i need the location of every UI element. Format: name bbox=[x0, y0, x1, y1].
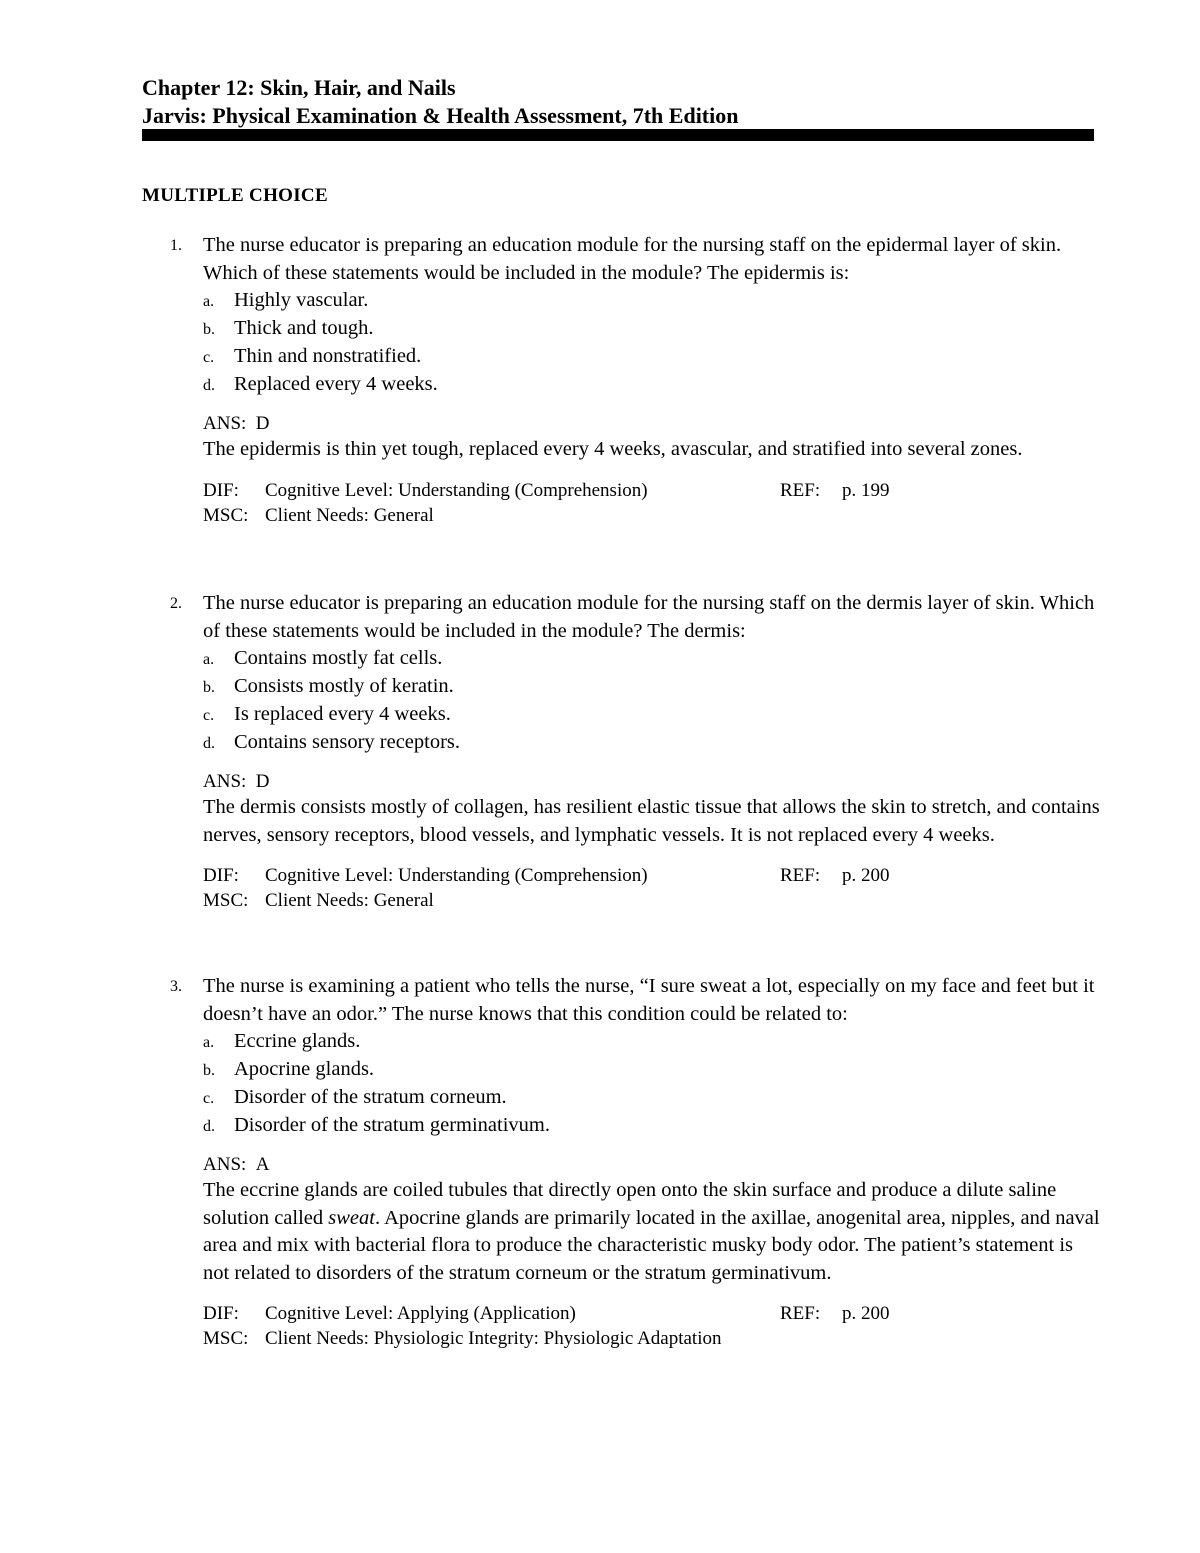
question-1 bbox=[142, 232, 1102, 528]
rationale-text: The epidermis is thin yet tough, replaced every 4 weeks, avascular, and stratified into several zones. bbox=[203, 438, 1023, 460]
question-stem: The nurse is examining a patient who tells the nurse, “I sure sweat a lot, especially on my face and feet but it doesn’t have an odor.” The nurse knows that this condition could be related to: bbox=[203, 975, 1095, 1025]
msc-label: MSC: bbox=[203, 1328, 249, 1349]
header-rule bbox=[142, 129, 1094, 141]
choice-text: Disorder of the stratum corneum. bbox=[234, 1086, 507, 1108]
dif-label: DIF: bbox=[203, 865, 239, 886]
answer-value: D bbox=[255, 771, 270, 792]
chapter-title: Chapter 12: Skin, Hair, and Nails bbox=[142, 75, 456, 100]
choice-text: Is replaced every 4 weeks. bbox=[234, 703, 451, 725]
choice-letter: d. bbox=[203, 377, 215, 394]
rationale-text: The eccrine glands are coiled tubules that directly open onto the skin surface and produce a dilute saline solution called bbox=[203, 1179, 1057, 1229]
msc-value: Client Needs: General bbox=[265, 890, 434, 911]
msc-label: MSC: bbox=[203, 504, 249, 526]
choice-letter: d. bbox=[203, 735, 215, 752]
question-stem-row bbox=[142, 973, 1102, 1028]
ref-label: REF: bbox=[780, 1303, 821, 1324]
question-number: 2. bbox=[170, 595, 182, 612]
rationale-italic: sweat bbox=[328, 1206, 375, 1229]
choice-text: Contains sensory receptors. bbox=[234, 731, 461, 753]
choice-text: Thick and tough. bbox=[234, 317, 374, 339]
metadata-block bbox=[203, 863, 1102, 913]
ref-label: REF: bbox=[780, 479, 821, 501]
msc-label: MSC: bbox=[203, 890, 249, 911]
msc-value: Client Needs: General bbox=[265, 504, 434, 526]
question-3 bbox=[142, 973, 1102, 1351]
choice-a bbox=[203, 1028, 1102, 1056]
answer-value: D bbox=[255, 413, 270, 434]
rationale-text-after: . Apocrine glands are primarily located in the axillae, anogenital area, nipples, and naval area and mix with bacterial flora to produce the characteristic musky body odor. The patient’s statement is not related to disorders of the stratum corneum or the stratum germinativum. bbox=[203, 1206, 1100, 1284]
choice-b bbox=[203, 1056, 1102, 1084]
question-number: 3. bbox=[170, 978, 182, 995]
ref-label: REF: bbox=[780, 865, 821, 886]
choice-text: Eccrine glands. bbox=[234, 1030, 361, 1052]
ref-value: p. 200 bbox=[842, 865, 890, 886]
document-header bbox=[142, 74, 1094, 130]
choice-c bbox=[203, 343, 1102, 371]
choice-text: Thin and nonstratified. bbox=[234, 345, 422, 367]
question-number: 1. bbox=[170, 237, 182, 254]
choice-letter: c. bbox=[203, 707, 215, 724]
choice-d bbox=[203, 371, 1102, 399]
choice-letter: c. bbox=[203, 349, 215, 366]
msc-value: Client Needs: Physiologic Integrity: Physiologic Adaptation bbox=[265, 1328, 722, 1349]
choice-letter: a. bbox=[203, 651, 215, 668]
answer-value: A bbox=[255, 1154, 270, 1175]
answer-line bbox=[203, 769, 1102, 794]
choice-c bbox=[203, 1084, 1102, 1112]
ref-value: p. 200 bbox=[842, 1303, 890, 1324]
question-stem: The nurse educator is preparing an education module for the nursing staff on the dermis layer of skin. Which of these statements would be included in the module? The dermis: bbox=[203, 592, 1095, 642]
choice-letter: b. bbox=[203, 679, 215, 696]
msc-row bbox=[203, 1326, 1102, 1351]
msc-row bbox=[203, 503, 1102, 528]
dif-value: Cognitive Level: Applying (Application) bbox=[265, 1303, 576, 1324]
dif-label: DIF: bbox=[203, 1303, 239, 1324]
rationale bbox=[203, 1177, 1102, 1287]
rationale bbox=[203, 436, 1102, 464]
answer-block bbox=[203, 1152, 1102, 1287]
choice-text: Contains mostly fat cells. bbox=[234, 647, 443, 669]
dif-label: DIF: bbox=[203, 479, 239, 501]
rationale-text: The dermis consists mostly of collagen, has resilient elastic tissue that allows the skin to stretch, and contains nerves, sensory receptors, blood vessels, and lymphatic vessels. It is not replaced every 4 weeks. bbox=[203, 796, 1100, 846]
answer-block bbox=[203, 769, 1102, 849]
question-stem-row bbox=[142, 590, 1102, 645]
choice-b bbox=[203, 315, 1102, 343]
section-heading: MULTIPLE CHOICE bbox=[142, 185, 328, 206]
book-title: Jarvis: Physical Examination & Health Assessment, 7th Edition bbox=[142, 103, 739, 128]
answer-line bbox=[203, 1152, 1102, 1177]
choice-letter: b. bbox=[203, 1062, 215, 1079]
choice-text: Consists mostly of keratin. bbox=[234, 675, 454, 697]
choice-d bbox=[203, 1112, 1102, 1140]
ref-value: p. 199 bbox=[842, 479, 890, 501]
dif-row bbox=[203, 863, 1102, 888]
choice-letter: a. bbox=[203, 1034, 215, 1051]
dif-row bbox=[203, 478, 1102, 503]
dif-value: Cognitive Level: Understanding (Comprehension) bbox=[265, 865, 648, 886]
answer-label: ANS: bbox=[203, 771, 247, 792]
choice-letter: b. bbox=[203, 321, 215, 338]
choice-c bbox=[203, 701, 1102, 729]
question-stem-row bbox=[142, 232, 1102, 287]
rationale bbox=[203, 794, 1102, 849]
question-2 bbox=[142, 590, 1102, 913]
dif-value: Cognitive Level: Understanding (Comprehension) bbox=[265, 479, 648, 501]
dif-row bbox=[203, 1301, 1102, 1326]
choice-a bbox=[203, 287, 1102, 315]
answer-block bbox=[203, 411, 1102, 464]
metadata-block bbox=[203, 1301, 1102, 1351]
choice-b bbox=[203, 673, 1102, 701]
choice-text: Highly vascular. bbox=[234, 289, 369, 311]
choice-letter: c. bbox=[203, 1090, 215, 1107]
choice-d bbox=[203, 729, 1102, 757]
choice-letter: a. bbox=[203, 293, 215, 310]
question-stem: The nurse educator is preparing an education module for the nursing staff on the epidermal layer of skin. Which of these statements would be included in the module? The epidermis is: bbox=[203, 234, 1062, 284]
metadata-block bbox=[203, 478, 1102, 528]
choice-text: Apocrine glands. bbox=[234, 1058, 375, 1080]
choice-text: Disorder of the stratum germinativum. bbox=[234, 1114, 550, 1136]
answer-label: ANS: bbox=[203, 1154, 247, 1175]
choice-text: Replaced every 4 weeks. bbox=[234, 373, 438, 395]
answer-label: ANS: bbox=[203, 413, 247, 434]
msc-row bbox=[203, 888, 1102, 913]
choice-a bbox=[203, 645, 1102, 673]
choice-letter: d. bbox=[203, 1118, 215, 1135]
answer-line bbox=[203, 411, 1102, 436]
